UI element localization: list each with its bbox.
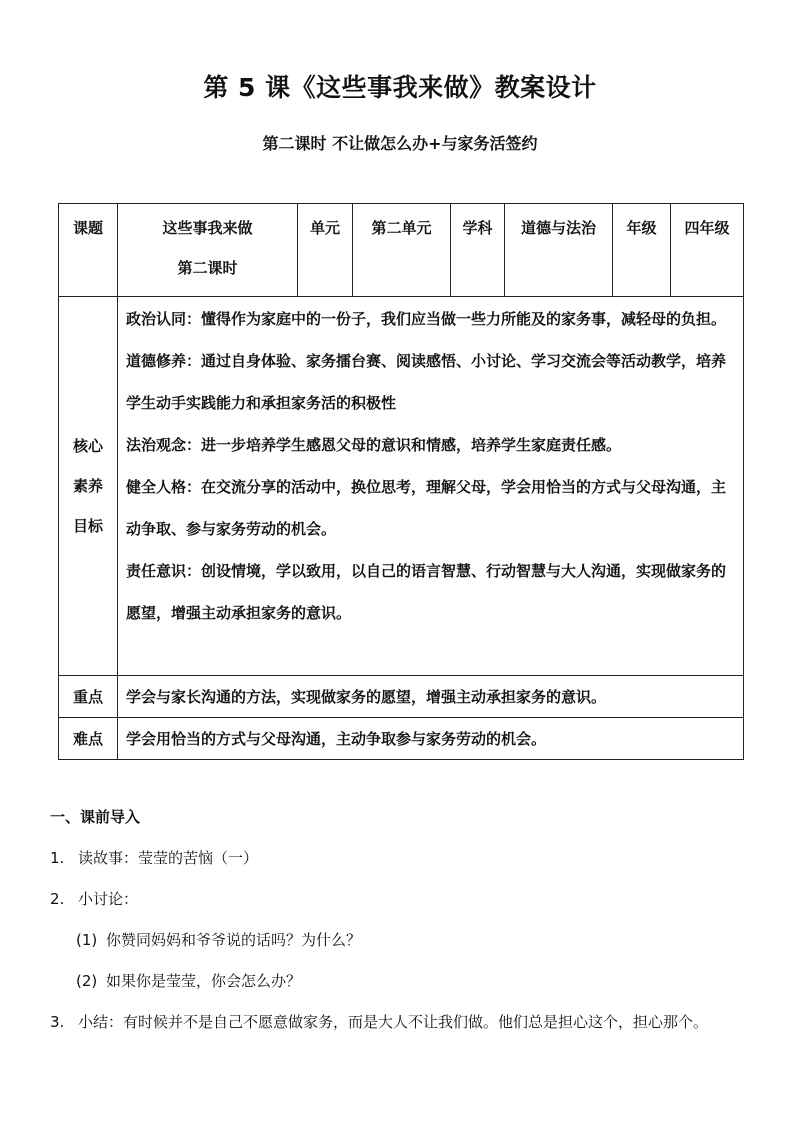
difficult-point-text: 学会用恰当的方式与父母沟通，主动争取参与家务劳动的机会。 [126, 729, 547, 748]
key-point-text: 学会与家长沟通的方法，实现做家务的愿望，增强主动承担家务的意识。 [126, 687, 607, 706]
list-item-text: 你赞同妈妈和爷爷说的话吗？为什么？ [106, 931, 362, 949]
goals-label-line2: 素养 [72, 477, 103, 495]
page-title: 第 5 课《这些事我来做》教案设计 [203, 73, 597, 102]
list-item-number: 1. [50, 849, 65, 867]
topic-period: 第二课时 [177, 259, 238, 277]
topic-label: 课题 [72, 219, 103, 237]
list-item-text: 读故事：莹莹的苦恼（一） [78, 849, 259, 867]
list-item [50, 838, 770, 879]
goals-label-cell [59, 297, 118, 676]
goal-moral-cultivation: 道德修养：通过自身体验、家务擂台赛、阅读感悟、小讨论、学习交流会等活动教学，培养学生动手实践能力和承担家务活的积极性 [126, 352, 727, 412]
goal-responsibility: 责任意识：创设情境，学以致用，以自己的语言智慧、行动智慧与大人沟通，实现做家务的愿望，增强主动承担家务的意识。 [126, 562, 727, 622]
unit-value: 第二单元 [371, 219, 432, 237]
key-point-value-cell [118, 676, 744, 718]
list-item-text: 如果你是莹莹，你会怎么办？ [106, 972, 302, 990]
difficult-point-label: 难点 [72, 730, 103, 748]
table-row-topic [59, 204, 744, 297]
difficult-point-label-cell [59, 718, 118, 760]
key-point-label: 重点 [72, 688, 103, 706]
table-row-goals [59, 297, 744, 676]
table-row-key-point [59, 676, 744, 718]
grade-label-cell [613, 204, 671, 297]
page-subtitle: 第二课时 不让做怎么办+与家务活签约 [262, 134, 538, 153]
subject-value: 道德与法治 [520, 219, 596, 237]
list-item [50, 1002, 770, 1043]
unit-value-cell [353, 204, 451, 297]
list-subitem [50, 961, 770, 1002]
list-item-text: 小讨论： [78, 890, 139, 908]
goal-political-identity: 政治认同：懂得作为家庭中的一份子，我们应当做一些力所能及的家务事，减轻母的负担。 [126, 310, 727, 328]
topic-label-cell [59, 204, 118, 297]
list-item [50, 879, 770, 920]
subject-value-cell [505, 204, 613, 297]
difficult-point-value-cell [118, 718, 744, 760]
subject-label-cell [451, 204, 505, 297]
subject-label: 学科 [462, 219, 493, 237]
unit-label-cell [298, 204, 353, 297]
list-item-number: 2. [50, 890, 65, 908]
table-row-difficult-point [59, 718, 744, 760]
list-item-text: 小结：有时候并不是自己不愿意做家务，而是大人不让我们做。他们总是担心这个，担心那个。 [78, 1013, 709, 1031]
list-item-number: (2) [76, 972, 98, 990]
topic-title: 这些事我来做 [162, 219, 253, 237]
goal-rule-of-law: 法治观念：进一步培养学生感恩父母的意识和情感，培养学生家庭责任感。 [126, 436, 622, 454]
lesson-info-table [58, 203, 744, 760]
key-point-label-cell [59, 676, 118, 718]
goals-content-cell [118, 297, 744, 676]
grade-label: 年级 [626, 219, 657, 237]
list-item-number: 3. [50, 1013, 65, 1031]
goals-label-line1: 核心 [72, 437, 103, 455]
grade-value: 四年级 [684, 219, 730, 237]
section-heading-intro: 一、课前导入 [50, 808, 141, 826]
list-subitem [50, 920, 770, 961]
unit-label: 单元 [309, 219, 340, 237]
grade-value-cell [671, 204, 744, 297]
intro-list [50, 838, 770, 1043]
topic-value-cell [118, 204, 298, 297]
list-item-number: (1) [76, 931, 98, 949]
goal-sound-personality: 健全人格：在交流分享的活动中，换位思考，理解父母，学会用恰当的方式与父母沟通，主动争取、参与家务劳动的机会。 [126, 478, 727, 538]
goals-label-line3: 目标 [72, 517, 103, 535]
